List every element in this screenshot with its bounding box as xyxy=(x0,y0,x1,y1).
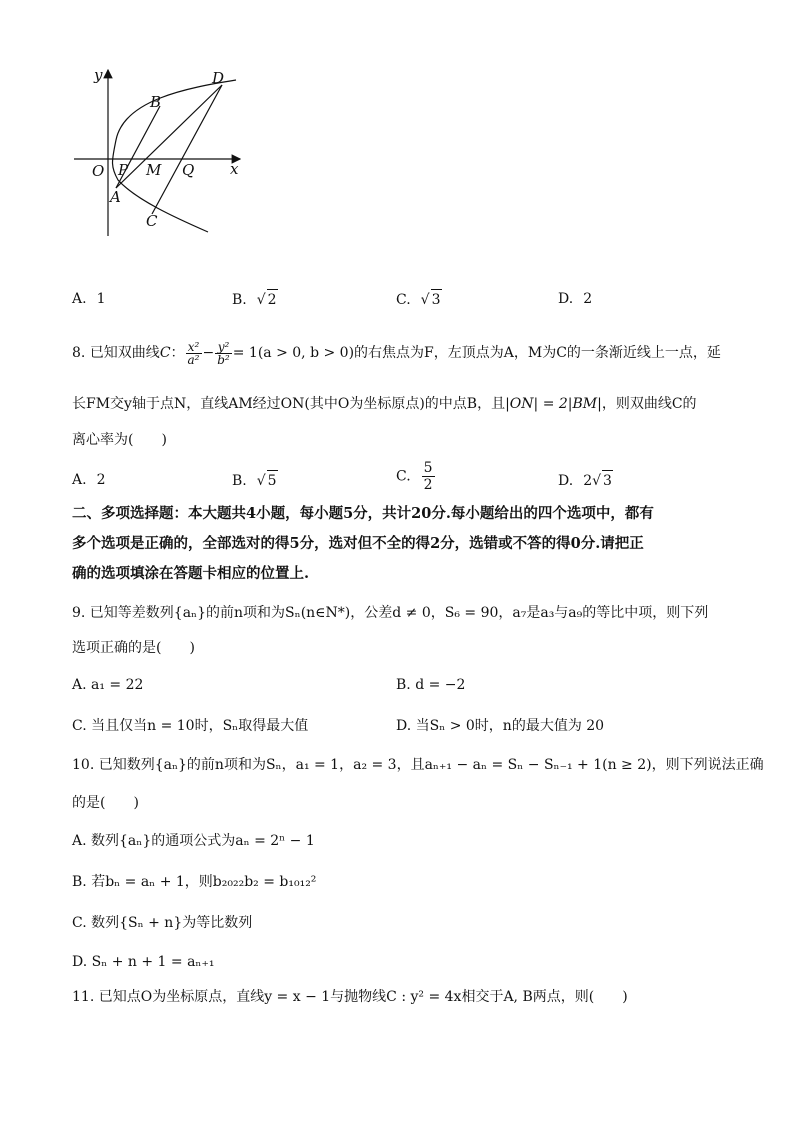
question-9-line-1: 9. 已知等差数列{aₙ}的前n项和为Sₙ(n∈N*)，公差d ≠ 0，S₆ = 90，a₇是a₃与a₉的等比中项，则下列 xyxy=(72,605,709,621)
q10-option-a[interactable]: A. 数列{aₙ}的通项公式为aₙ = 2ⁿ − 1 xyxy=(72,833,315,849)
q7-option-b[interactable]: B. √ 2 xyxy=(232,289,278,310)
section-2-heading-line-1: 二、多项选择题：本大题共4小题，每小题5分，共计20分.每小题给出的四个选项中，都有 xyxy=(72,505,654,522)
label-y: y xyxy=(94,66,103,84)
curve xyxy=(113,80,237,232)
q8-option-a[interactable]: A. 2 xyxy=(72,472,106,488)
label-x: x xyxy=(230,160,239,178)
label-D: D xyxy=(212,69,225,87)
q7-option-d[interactable]: D. 2 xyxy=(558,291,593,307)
question-8-line-1: 8. 已知双曲线C： $\frac{\text{x²}}{\text{a²}}$ − $\frac{\text{y²}}{\text{b²}}$ = 1(a > 0, b > 0)的右焦点为F，左顶点为A，M为C的一条渐近线上一点，延 xyxy=(72,339,721,367)
question-9-line-2: 选项正确的是( ) xyxy=(72,640,195,656)
label-C: C xyxy=(146,212,158,230)
label-Q: Q xyxy=(182,161,195,179)
question-10-line-2: 的是( ) xyxy=(72,795,139,811)
question-9-options-row-1 xyxy=(72,675,732,695)
q9-option-b[interactable]: B. d = −2 xyxy=(396,677,466,693)
question-11-line-1: 11. 已知点O为坐标原点，直线y = x − 1与抛物线C : y² = 4x相交于A, B两点，则( ) xyxy=(72,989,628,1005)
label-B: B xyxy=(150,93,162,111)
question-10-line-1: 10. 已知数列{aₙ}的前n项和为Sₙ，a₁ = 1，a₂ = 3，且aₙ₊₁ − aₙ = Sₙ − Sₙ₋₁ + 1(n ≥ 2)，则下列说法正确 xyxy=(72,757,764,773)
q10-option-d[interactable]: D. Sₙ + n + 1 = aₙ₊₁ xyxy=(72,954,215,970)
label-M: M xyxy=(146,161,162,179)
section-2-heading-line-2: 多个选项是正确的，全部选对的得5分，选对但不全的得2分，选错或不答的得0分.请把正 xyxy=(72,535,644,552)
question-8-options xyxy=(72,460,732,496)
label-A: A xyxy=(110,188,121,206)
q8-option-c[interactable]: C. $\frac{5}{2}$ xyxy=(396,460,433,493)
label-P: P xyxy=(118,161,129,179)
label-O: O xyxy=(92,162,105,180)
question-7-options xyxy=(72,289,732,309)
q7-option-c[interactable]: C. √ 3 xyxy=(396,289,442,310)
q7-option-a[interactable]: A. 1 xyxy=(72,291,106,307)
q9-option-a[interactable]: A. a₁ = 22 xyxy=(72,677,144,693)
question-8-line-3: 离心率为( ) xyxy=(72,432,167,448)
q9-option-c[interactable]: C. 当且仅当n = 10时，Sₙ取得最大值 xyxy=(72,718,309,734)
q8-option-b[interactable]: B. √ 5 xyxy=(232,470,278,491)
question-7-figure xyxy=(66,60,250,246)
segment-CD xyxy=(152,85,222,214)
section-2-heading-line-3: 确的选项填涂在答题卡相应的位置上. xyxy=(72,565,310,582)
q10-option-c[interactable]: C. 数列{Sₙ + n}为等比数列 xyxy=(72,915,253,931)
q9-option-d[interactable]: D. 当Sₙ > 0时，n的最大值为 20 xyxy=(396,718,605,734)
question-8-line-2: 长FM交y轴于点N，直线AM经过ON(其中O为坐标原点)的中点B，且|ON| = 2|BM|，则双曲线C的 xyxy=(72,396,697,412)
q10-option-b[interactable]: B. 若bₙ = aₙ + 1，则b₂₀₂₂b₂ = b₁₀₁₂² xyxy=(72,874,317,890)
question-9-options-row-2 xyxy=(72,716,732,736)
segment-AD xyxy=(116,85,222,188)
hyperbola-diagram xyxy=(66,60,250,246)
q8-option-d[interactable]: D. 2√ 3 xyxy=(558,470,613,491)
